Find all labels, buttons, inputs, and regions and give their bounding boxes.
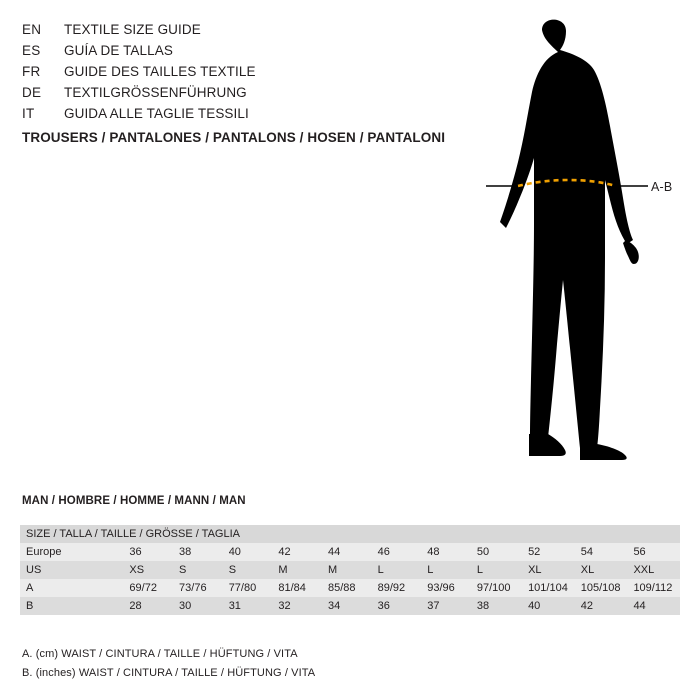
- language-code: ES: [22, 43, 41, 58]
- cell: 54: [575, 543, 628, 561]
- language-title: TEXTILGRÖSSENFÜHRUNG: [64, 85, 247, 100]
- cell: 73/76: [173, 579, 223, 597]
- cell: 56: [627, 543, 680, 561]
- language-row-it: [22, 106, 482, 127]
- cell: 50: [471, 543, 522, 561]
- row-label: A: [20, 579, 123, 597]
- language-code: DE: [22, 85, 42, 100]
- cell: 44: [322, 543, 372, 561]
- table-row: [20, 561, 680, 579]
- row-label: Europe: [20, 543, 123, 561]
- cell: S: [173, 561, 223, 579]
- man-figure-illustration: [470, 8, 695, 468]
- cell: 105/108: [575, 579, 628, 597]
- cell: L: [372, 561, 422, 579]
- cell: 85/88: [322, 579, 372, 597]
- cell: 36: [123, 543, 173, 561]
- cell: L: [421, 561, 471, 579]
- cell: 48: [421, 543, 471, 561]
- table-row: [20, 543, 680, 561]
- cell: 32: [272, 597, 322, 615]
- cell: 38: [471, 597, 522, 615]
- language-title: GUÍA DE TALLAS: [64, 43, 173, 58]
- cell: XL: [575, 561, 628, 579]
- cell: S: [223, 561, 273, 579]
- language-row-en: [22, 22, 482, 43]
- cell: 52: [522, 543, 575, 561]
- body-silhouette-icon: [500, 20, 639, 460]
- cell: XS: [123, 561, 173, 579]
- row-label: B: [20, 597, 123, 615]
- cell: M: [322, 561, 372, 579]
- language-row-de: [22, 85, 482, 106]
- cell: 69/72: [123, 579, 173, 597]
- cell: 44: [627, 597, 680, 615]
- footnote-b: B. (inches) WAIST / CINTURA / TAILLE / HÜFTUNG / VITA: [22, 667, 316, 679]
- cell: XL: [522, 561, 575, 579]
- cell: 101/104: [522, 579, 575, 597]
- cell: 42: [575, 597, 628, 615]
- cell: L: [471, 561, 522, 579]
- cell: 97/100: [471, 579, 522, 597]
- cell: 42: [272, 543, 322, 561]
- cell: M: [272, 561, 322, 579]
- figure-svg: [470, 8, 695, 468]
- cell: 40: [522, 597, 575, 615]
- cell: 36: [372, 597, 422, 615]
- cell: 40: [223, 543, 273, 561]
- footnote-a: A. (cm) WAIST / CINTURA / TAILLE / HÜFTUNG / VITA: [22, 648, 298, 660]
- language-row-es: [22, 43, 482, 64]
- cell: 28: [123, 597, 173, 615]
- cell: 38: [173, 543, 223, 561]
- table-subheader-label: SIZE / TALLA / TAILLE / GRÖSSE / TAGLIA: [20, 525, 680, 543]
- language-code: FR: [22, 64, 41, 79]
- cell: 30: [173, 597, 223, 615]
- cell: 31: [223, 597, 273, 615]
- garment-type-line: TROUSERS / PANTALONES / PANTALONS / HOSEN / PANTALONI: [22, 130, 446, 145]
- cell: XXL: [627, 561, 680, 579]
- cell: 37: [421, 597, 471, 615]
- language-row-fr: [22, 64, 482, 85]
- table-subheader-row: [20, 525, 680, 543]
- cell: 81/84: [272, 579, 322, 597]
- language-title: TEXTILE SIZE GUIDE: [64, 22, 201, 37]
- row-label: US: [20, 561, 123, 579]
- table-row: [20, 597, 680, 615]
- language-code: IT: [22, 106, 35, 121]
- footnotes-block: [22, 648, 315, 686]
- table-row: [20, 579, 680, 597]
- cell: 34: [322, 597, 372, 615]
- size-table: [20, 525, 680, 615]
- cell: 93/96: [421, 579, 471, 597]
- table-group-title: MAN / HOMBRE / HOMME / MANN / MAN: [22, 495, 246, 507]
- measure-label-a-b: A-B: [651, 180, 673, 194]
- language-header-block: [22, 22, 482, 127]
- cell: 46: [372, 543, 422, 561]
- language-title: GUIDA ALLE TAGLIE TESSILI: [64, 106, 249, 121]
- cell: 77/80: [223, 579, 273, 597]
- language-title: GUIDE DES TAILLES TEXTILE: [64, 64, 256, 79]
- language-code: EN: [22, 22, 42, 37]
- cell: 109/112: [627, 579, 680, 597]
- cell: 89/92: [372, 579, 422, 597]
